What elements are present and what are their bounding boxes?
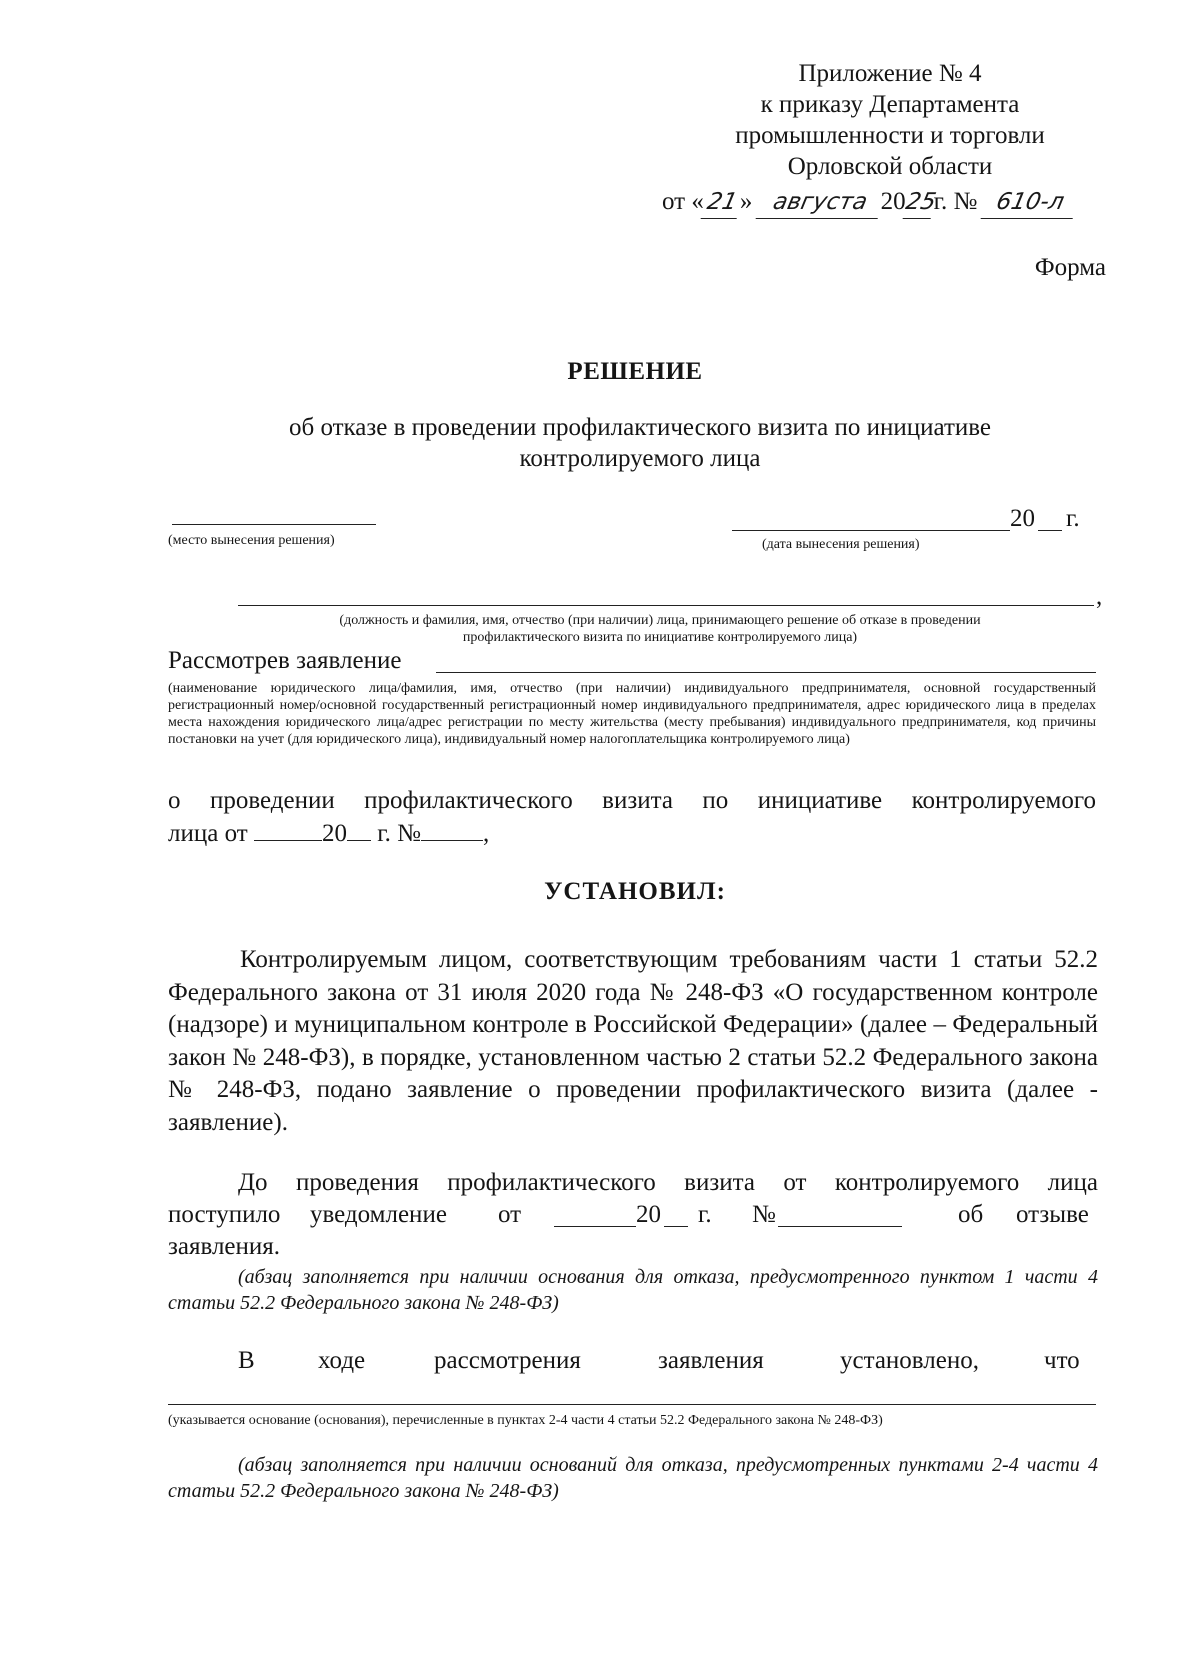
place-caption: (место вынесения решения): [168, 533, 335, 548]
paragraph-3-caption: (указывается основание (основания), перечисленные в пунктах 2-4 части 4 статьи 52.2 Федерального закона № 248-ФЗ): [168, 1413, 883, 1428]
notice-g: г.: [698, 1201, 712, 1228]
order-prefix: от «: [662, 188, 704, 215]
word-ot: от: [498, 1201, 522, 1228]
subtitle-line: контролируемого лица: [519, 445, 761, 472]
order-g-label: г. №: [933, 188, 978, 215]
application-g-number: г. №: [377, 820, 421, 847]
paragraph-2-note: (абзац заполняется при наличии основания для отказа, предусмотренного пунктом 1 части 4 статьи 52.2 Федерального закона № 248-ФЗ): [168, 1266, 1098, 1314]
appendix-line: Приложение № 4: [798, 60, 982, 87]
p3-word: заявления: [658, 1347, 764, 1374]
paragraph-2-line-1: До проведения профилактического визита от контролируемого лица: [238, 1169, 1098, 1196]
application-year-blank: [347, 818, 371, 841]
date-caption: (дата вынесения решения): [762, 537, 920, 552]
form-label: Форма: [1034, 254, 1106, 281]
date-year-blank: [1038, 530, 1062, 531]
application-year-text: 20: [321, 820, 347, 847]
paragraph-3-note: (абзац заполняется при наличии оснований для отказа, предусмотренных пунктами 2-4 части 4 статьи 52.2 Федерального закона № 248-ФЗ): [168, 1454, 1098, 1502]
application-date-blank: [254, 818, 322, 841]
date-year-text: 20: [1010, 505, 1035, 532]
notice-num-sign: №: [752, 1201, 776, 1228]
p3-word: ходе: [318, 1347, 366, 1374]
word-ob: об: [958, 1201, 984, 1228]
p3-word: установлено,: [840, 1347, 979, 1374]
application-label: Рассмотрев заявление: [168, 647, 402, 674]
p3-word: рассмотрения: [434, 1347, 581, 1374]
paragraph-2-line-2: [168, 1200, 1098, 1232]
word-postupilo: поступило: [168, 1201, 281, 1228]
appendix-block: [690, 58, 1090, 182]
application-line-2: [168, 818, 489, 849]
p3-word: что: [1044, 1347, 1080, 1374]
notice-year-blank: [664, 1204, 688, 1227]
official-caption-line: (должность и фамилия, имя, отчество (при наличии) лица, принимающего решение об отказе в проведении: [339, 613, 981, 628]
appendix-line: промышленности и торговли: [735, 122, 1045, 149]
document-subtitle: [230, 412, 1050, 474]
application-caption: (наименование юридического лица/фамилия, имя, отчество (при наличии) индивидуального предпринимателя, основной государственный регистрационный номер/основной государственный регистрационный номер индивидуального предпринимателя, адрес юридического лица в пределах места нахождения юридического лица/адрес регистрации по месту жительства (месту пребывания) индивидуального предпринимателя, код причины постановки на учет (для юридического лица), индивидуальный номер налогоплательщика контролируемого лица): [168, 681, 1096, 747]
application-line-1: о проведении профилактического визита по инициативе контролируемого: [168, 787, 1096, 814]
application-blank-line: [436, 672, 1096, 673]
application-line-end: ,: [482, 820, 490, 847]
application-from-label: лица от: [168, 820, 248, 847]
order-date-line: [662, 186, 1122, 219]
order-number-handwritten: 610-л: [980, 187, 1079, 219]
date-blank-line: [732, 530, 1010, 531]
application-number-blank: [421, 818, 483, 841]
place-blank-line: [172, 524, 376, 525]
appendix-line: к приказу Департамента: [760, 91, 1020, 118]
order-year-prefix: 20: [880, 188, 906, 215]
official-blank-line: [238, 605, 1094, 606]
subtitle-line: об отказе в проведении профилактического визита по инициативе: [288, 414, 992, 441]
date-year-suffix: г.: [1066, 505, 1080, 532]
official-caption: [160, 612, 1160, 646]
order-quote-close: »: [739, 188, 753, 215]
order-day-handwritten: 21: [700, 187, 743, 219]
p3-word: В: [238, 1347, 255, 1374]
paragraph-1: Контролируемым лицом, соответствующим требованиям части 1 статьи 52.2 Федерального закона от 31 июля 2020 года № 248-ФЗ «О государственном контроле (надзоре) и муниципальном контроле в Российской Федерации» (далее – Федеральный закон № 248-ФЗ), в порядке, установленном частью 2 статьи 52.2 Федерального закона № 248-ФЗ, подано заявление о проведении профилактического визита (далее - заявление).: [168, 946, 1098, 1136]
word-otzyve: отзыве: [1016, 1201, 1089, 1228]
order-year-handwritten: 25: [902, 187, 937, 219]
notice-year-text: 20: [636, 1201, 661, 1228]
notice-date-blank: [554, 1204, 636, 1227]
notice-number-blank: [778, 1204, 902, 1227]
reason-blank-line: [168, 1404, 1096, 1405]
official-caption-line: профилактического визита по инициативе контролируемого лица): [462, 630, 858, 645]
order-month-handwritten: августа: [755, 187, 884, 219]
official-comma: ,: [1096, 583, 1103, 610]
document-title: РЕШЕНИЕ: [567, 358, 703, 385]
appendix-line: Орловской области: [787, 153, 993, 180]
paragraph-3-line-1: [168, 1346, 1098, 1378]
paragraph-2-line-3: заявления.: [168, 1233, 281, 1260]
word-uvedomlenie: уведомление: [310, 1201, 447, 1228]
section-title: УСТАНОВИЛ:: [544, 878, 726, 905]
